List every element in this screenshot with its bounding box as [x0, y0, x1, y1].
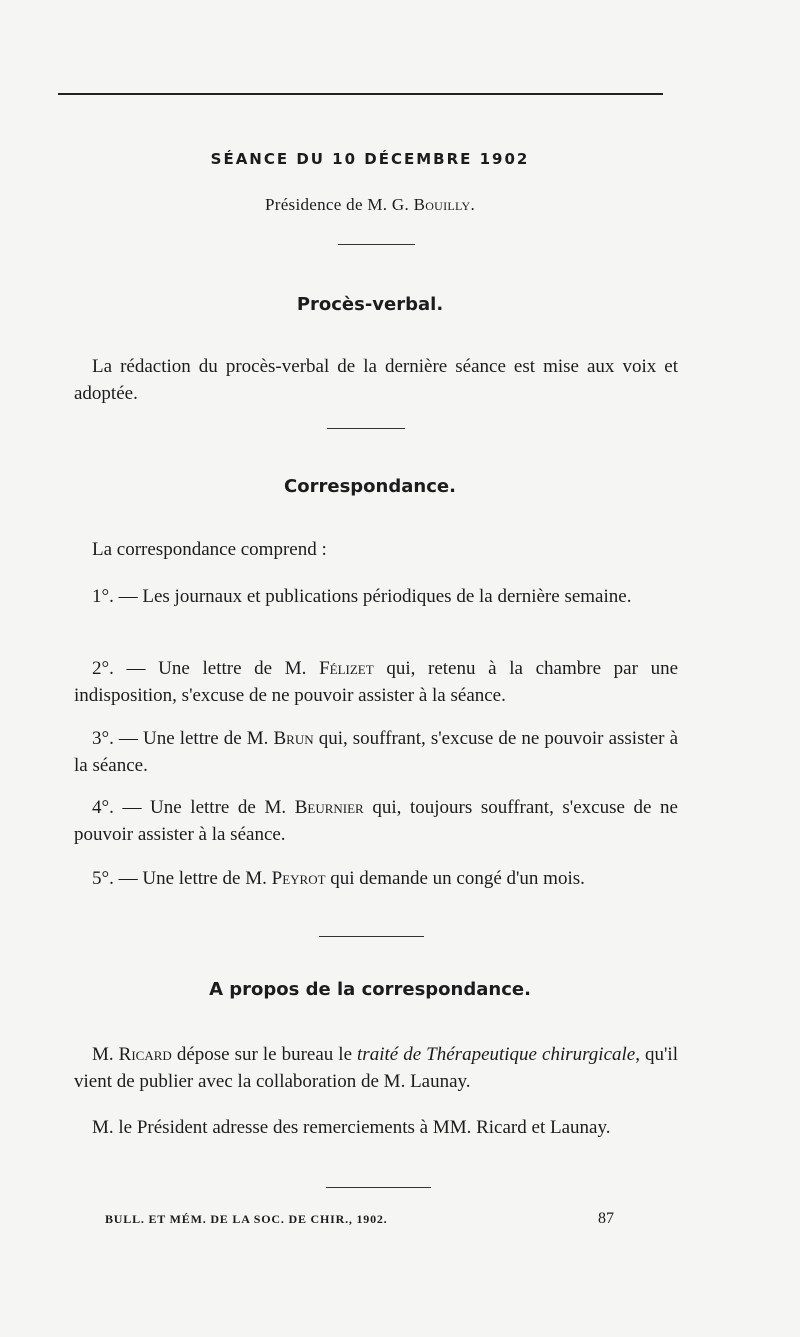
list-item [74, 794, 678, 848]
list-item [74, 583, 678, 610]
item-number: 5°. — [92, 868, 143, 889]
president-name: Bouilly. [413, 195, 476, 214]
separator-rule [319, 936, 424, 937]
item-text: qui demande un congé d'un mois. [325, 868, 585, 889]
person-name: Ricard [118, 1044, 172, 1065]
item-text: qui, souffrant, s'excuse de ne pouvoir assister à la séance. [74, 728, 678, 776]
item-person-name: Brun [273, 728, 314, 749]
footer-journal: BULL. ET MÉM. DE LA SOC. DE CHIR., 1902. [105, 1212, 388, 1226]
item-text: qui, retenu à la chambre par une indisposition, s'excuse de ne pouvoir assister à la séance. [74, 658, 679, 706]
item-person-name: Beurnier [294, 797, 364, 818]
item-text: qui, toujours souffrant, s'excuse de ne pouvoir assister à la séance. [74, 797, 678, 845]
paragraph-correspondance-intro: La correspondance comprend : [92, 539, 327, 560]
list-item [74, 865, 678, 892]
paragraph-remerciements: M. le Président adresse des remerciements à MM. Ricard et Launay. [92, 1117, 611, 1138]
item-number: 2°. — [92, 658, 159, 679]
seance-heading: SÉANCE DU 10 DÉCEMBRE 1902 [210, 150, 530, 168]
list-item [74, 725, 678, 779]
page-number: 87 [598, 1210, 614, 1227]
paragraph-text: M. [92, 1044, 119, 1065]
paragraph-text: , qu'il vient de publier avec la collaboration de M. Launay. [74, 1044, 678, 1092]
paragraph-proces-verbal: La rédaction du procès-verbal de la dernière séance est mise aux voix et adoptée. [74, 356, 678, 404]
presidence-line [60, 195, 680, 215]
item-number: 1°. — [92, 586, 143, 607]
item-number: 3°. — [92, 728, 143, 749]
paragraph-text: dépose sur le bureau le [171, 1044, 358, 1065]
book-title: traité de Thérapeutique chirurgicale [357, 1044, 636, 1065]
item-number: 4°. — [92, 797, 151, 818]
section-title-a-propos: A propos de la correspondance. [209, 979, 531, 1000]
list-item [74, 655, 678, 709]
item-text: Une lettre de M. [142, 728, 274, 749]
item-text: Une lettre de M. [150, 797, 295, 818]
presidence-prefix: Présidence de M. G. [264, 195, 414, 214]
separator-rule [326, 1187, 431, 1188]
separator-rule [327, 428, 405, 429]
item-text: Une lettre de M. [142, 868, 272, 889]
top-rule [58, 93, 663, 95]
section-title-proces-verbal: Procès-verbal. [296, 294, 444, 315]
item-person-name: Peyrot [271, 868, 326, 889]
item-person-name: Félizet [319, 658, 374, 679]
item-text: Les journaux et publications périodiques de la dernière semaine. [142, 586, 632, 607]
item-text: Une lettre de M. [158, 658, 320, 679]
paragraph-ricard [74, 1041, 678, 1095]
separator-rule [338, 244, 415, 245]
section-title-correspondance: Correspondance. [284, 476, 456, 497]
